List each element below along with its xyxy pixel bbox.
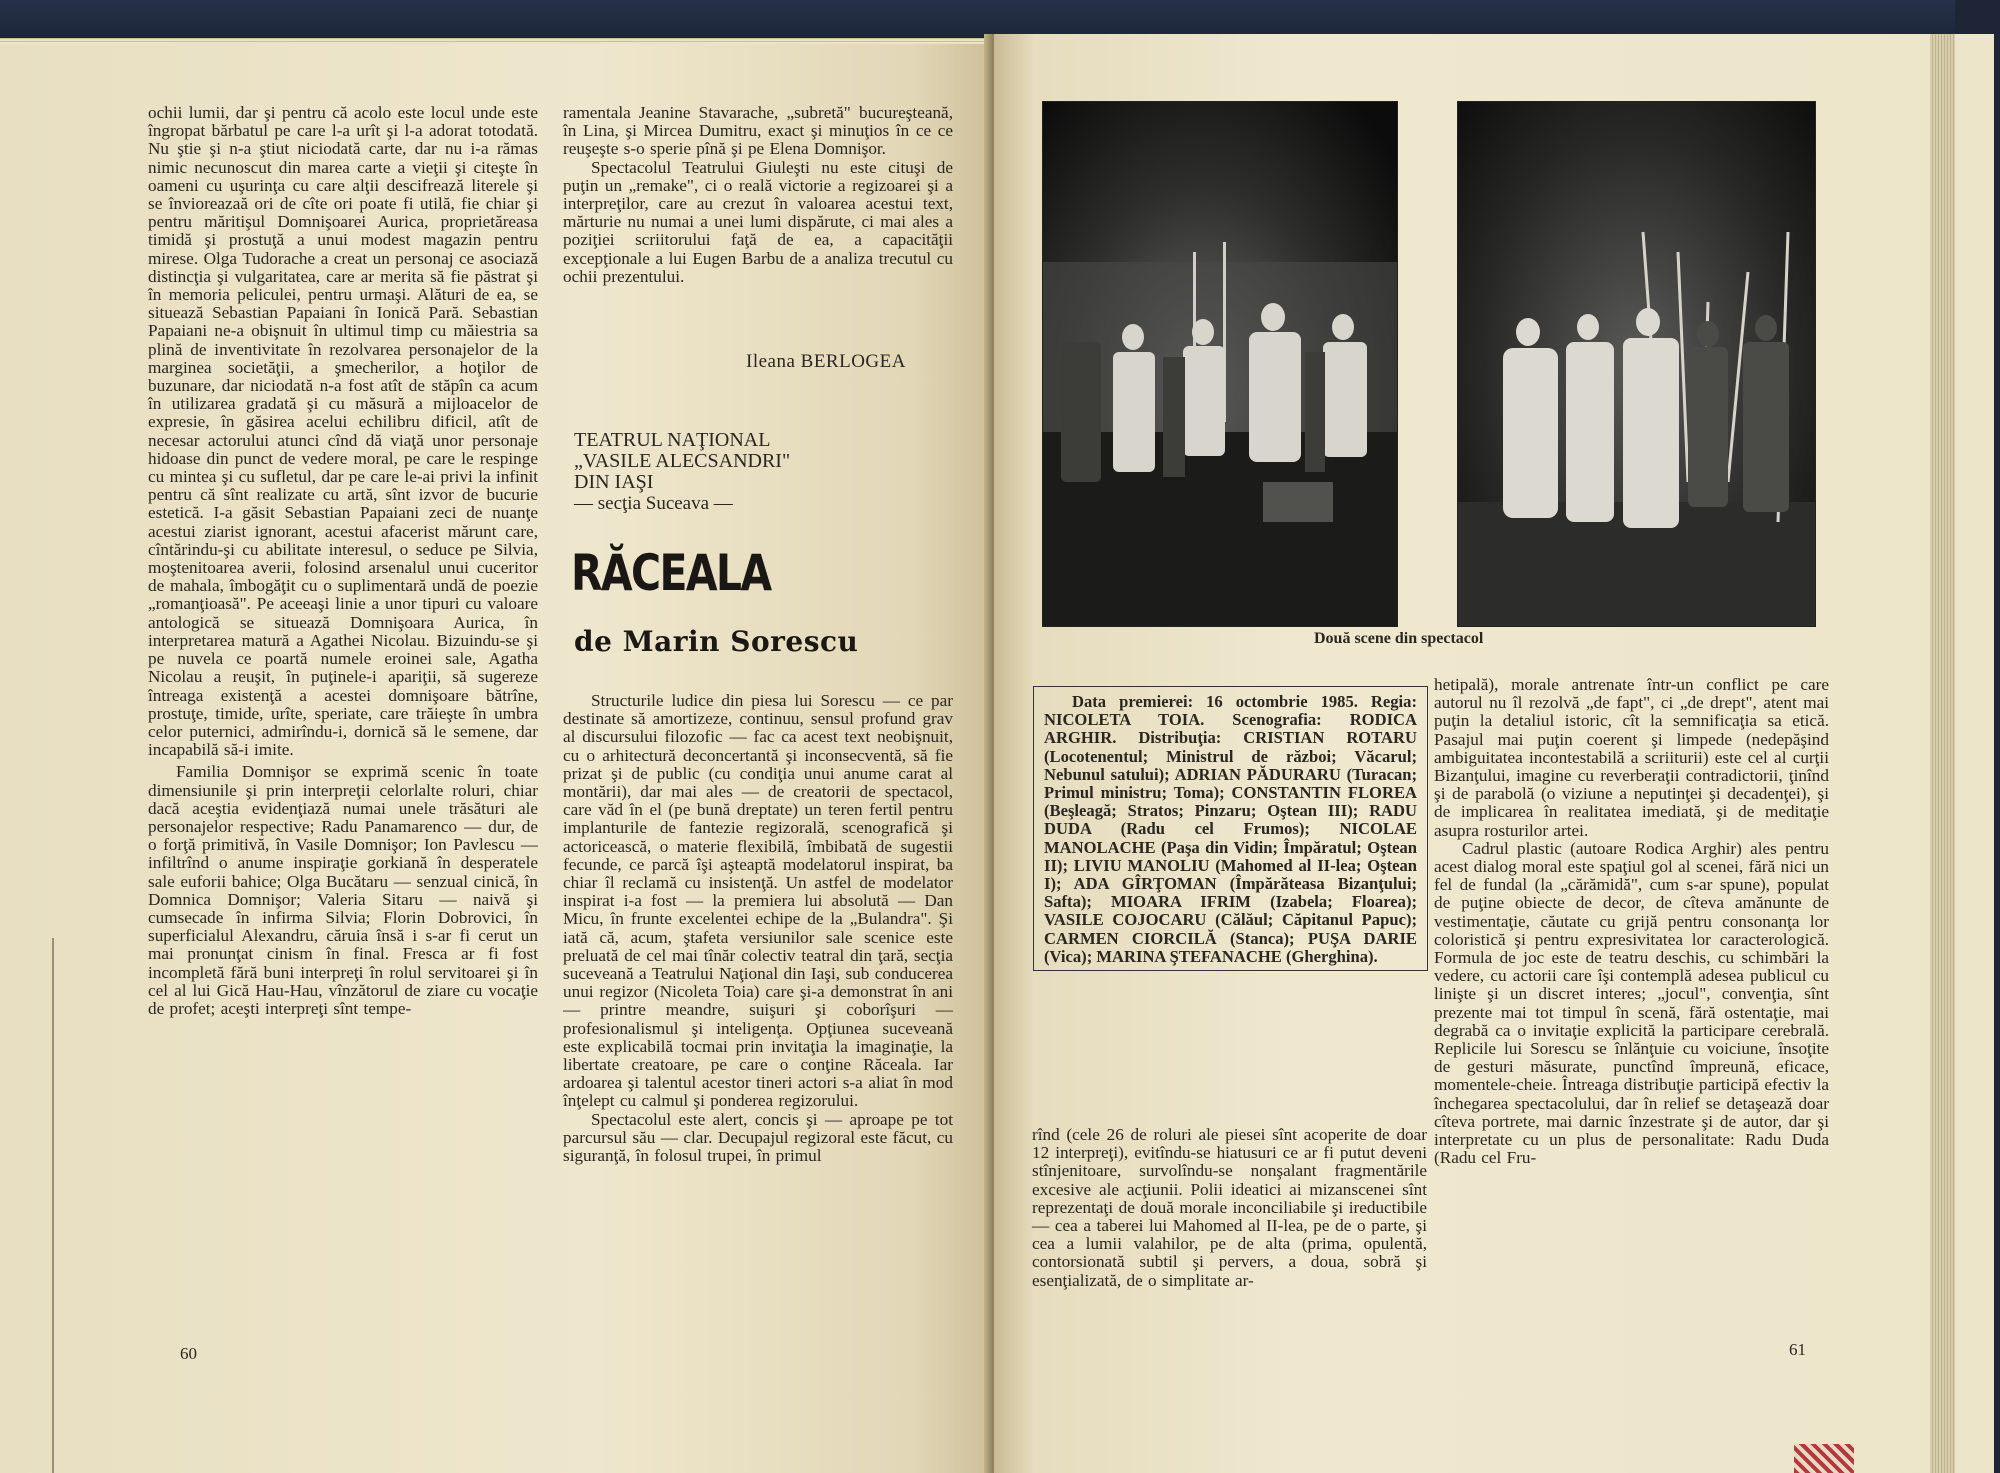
page-number-left: 60 — [180, 1344, 197, 1363]
paragraph: ramentala Jeanine Stavarache, „subretă" bucureşteană, în Lina, şi Mircea Dumitru, exact şi minuţios în ce ce reuşeşte s-o sperie pînă şi pe Elena Domnişor. — [563, 103, 953, 159]
page-margin-rule — [52, 938, 54, 1473]
credits-box — [1033, 686, 1428, 971]
scene-photo-right-image — [1458, 102, 1815, 626]
right-column-1-bottom — [1032, 1126, 1427, 1290]
theatre-heading — [574, 430, 790, 514]
paragraph: rînd (cele 26 de roluri ale piesei sînt acoperite de doar 12 interpreţi), evitîndu-se hiatusuri ce ar fi putut deveni stînjenitoare, survolîndu-se nonşalant fragmentările excesive ale acţiunii. Polii ideatici ai mizanscenei sînt reprezentaţi de două morale inconciliabile şi ireductibile — cea a taberei lui Mahomed al II-lea, pe de o parte, şi cea a lumii valahilor, pe de alta (prima, opulentă, contorsionată subtil şi pervers, a doua, sobră şi esenţializată, de o simplitate ar- — [1032, 1125, 1427, 1290]
paragraph: ochii lumii, dar şi pentru că acolo este locul unde este îngropat bărbatul pe care l-a urît şi l-a adorat totodată. Nu ştie şi n-a ştiut niciodată carte, dar nu i-a rămas nimic necunoscut din marea carte a vieţii şi citeşte în oameni cu uşurinţa cu care alţii descifrează literele şi se învioreazaă ori de cîte ori poate fi utilă, fie chiar şi pentru măritişul Domnişoarei Aurica, proprietăreasa timidă şi prostuţă a unui modest magazin pentru mirese. Olga Tudorache a creat un personaj ce asociază distincţia şi vulgaritatea, care ar merita să fie păstrat şi în memoria peliculei, pentru urmaşi. Alături de ea, se situează Sebastian Papaiani în Ionică Pară. Sebastian Papaiani ne-a obişnuit în ultimul timp cu măiestria sa plină de inventivitate în rezolvarea personajelor de la marginea societăţii, a şmecherilor, a hoţilor de buzunare, dar niciodată n-a fost atît de stăpîn ca acum în utilizarea gradată şi cu măsură a mijloacelor de expresie, în găsirea acelui echilibru dificil, atît de necesar actorului atunci cînd dă viaţă unor personaje hidoase din punct de vedere moral, pe care le respinge cu mintea şi cu sufletul, dar pe care le-ai privi la infinit pentru că sînt realizate cu artă, sînt izvor de bucurie estetică. I-a găsit Sebastian Papaiani zeci de nuanţe acestui ziarist ignorant, acestui afacerist mărunt care, cîntărindu-şi cu abilitate interesul, o seduce pe Silvia, moştenitoarea averii, folosind arsenalul unui cuceritor de mahala, îmbogăţit cu o suplimentară undă de poezie „romanţioasă". Pe aceeaşi linie a unor tipuri cu valoare antologică se situează Domnişoara Aurica, în interpretarea matură a Agathei Nicolau. Bizuindu-se şi pe nuvela ce poartă numele eroinei sale, Agatha Nicolau a reuşit, în puţinele-i apariţii, să sugereze întreaga existenţă a acestei domnişoare bătrîne, prostuţe, timide, urîte, speriate, care trăieşte în umbra celor puternici, admirîndu-i, dornică să le semene, dar incapabilă să-i imite. — [148, 103, 538, 760]
paragraph: Cadrul plastic (autoare Rodica Arghir) ales pentru acest dialog moral este spaţiul gol al scenei, fără nici un fel de fundal (la „cărămidă", cum s-ar spune), populat de puţine obiecte de decor, de cîteva amănunte de vestimentaţie, căutate cu grijă pentru consonanţa lor coloristică şi pentru expresivitatea lor caracterologică. Formula de joc este de teatru deschis, cu schimbări la vedere, cu actorii care îşi contemplă adesea publicul cu linişte şi un discret interes; „jocul", convenţia, sînt prezente mai tot timpul în scenă, fără ostentaţie, mai degrabă ca o invitaţie explicită la participare cerebrală. Replicile lui Sorescu se înlănţuie cu voiciune, însoţite de gesturi măsurate, punctînd împreună, eficace, momentele-cheie. Întreaga distribuţie participă efectiv la închegarea spectacolului, dar în relief se detaşează doar cîteva portrete, mai darnic înzestrate şi de autor, dar şi interpretate cu un plus de personalitate: Radu Duda (Radu cel Fru- — [1434, 838, 1829, 1168]
bookmark-ribbon — [1794, 1444, 1854, 1473]
play-author: de Marin Sorescu — [574, 625, 859, 658]
theatre-city: DIN IAŞI — [574, 471, 654, 493]
play-title: RĂCEALA — [571, 544, 771, 602]
paragraph: Familia Domnişor se exprimă scenic în toate dimensiunile şi prin interpreţii celorlalte roluri, chiar dacă aceştia evidenţiază numai unele trăsături ale personajelor respective; Radu Panamarenco — dur, de o forţă primitivă, în Vasile Domnişor; Ion Pavlescu — infiltrînd o anume inspiraţie gorkiană în desperatele sale euforii bahice; Olga Bucătaru — senzual cinică, în Domnica Domnişor; Valeria Sitaru — naivă şi cumsecade în infirma Silvia; Florin Dobrovici, în superficialul Alexandru, căruia însă i s-ar fi cerut un mai pronunţat cinism în final. Fresca ar fi fost incompletă fără buni interpreţi în rolul servitoarei şi în cel al lui Gică Hau-Hau, vînzătorul de ziare cu vocaţie de profet; aceşti interpreţi sînt tempe- — [148, 762, 538, 1018]
theatre-section: — secţia Suceava — — [574, 493, 733, 514]
photo-caption: Două scene din spectacol — [1314, 630, 1484, 647]
scene-photo-left — [1042, 101, 1398, 627]
page-edge-lines — [0, 38, 992, 44]
paragraph: Spectacolul Teatrului Giuleşti nu este cituşi de puţin un „remake", ci o reală victorie a regizoarei şi a interpreţilor, care au crezut în valoarea acestui text, mărturie nu numai a unei lumi dispărute, ci mai ales a poziţiei scriitorului faţă de ea, a capacităţii excepţionale a lui Eugen Barbu de a analiza trecutul cu ochii prezentului. — [563, 157, 953, 286]
author-signature: Ileana BERLOGEA — [746, 351, 906, 372]
theatre-name-2: „VASILE ALECSANDRI" — [574, 450, 791, 472]
page-stack-edge — [1930, 34, 1955, 1473]
credits-text: Data premierei: 16 octombrie 1985. Regia: NICOLETA TOIA. Scenografia: RODICA ARGHIR. Distribuţia: CRISTIAN ROTARU (Locotenentul; Ministrul de război; Văcarul; Nebunul satului); ADRIAN PĂDURARU (Turacan; Primul ministru; Toma); CONSTANTIN FLOREA (Beşleagă; Stratos; Pinzaru; Oştean III); RADU DUDA (Radu cel Frumos); NICOLAE MANOLACHE (Paşa din Vidin; Împăratul; Oştean II); LIVIU MANOLIU (Mahomed al II-lea; Oştean I); ADA GÎRŢOMAN (Împărăteasa Bizanţului; Safta); MIOARA IFRIM (Izabela; Floarea); VASILE COJOCARU (Călăul; Căpitanul Papuc); CARMEN CIORCILĂ (Stanca); PUŞA DARIE (Vica); MARINA ŞTEFANACHE (Gherghina). — [1044, 692, 1417, 966]
left-column-1 — [148, 104, 538, 1018]
page-number-right: 61 — [1789, 1340, 1806, 1359]
paragraph: hetipală), morale antrenate într-un conflict pe care autorul nu îl rezolvă „de fapt", ci „de drept", atent mai puţin la detaliul istoric, cît la semnificaţia sa etică. Pasajul mai puţin coerent şi limpede (nedepăşind ambiguitatea incontestabilă a scriiturii) este cel al curţii Bizanţului, imagine cu reverberaţii contradictorii, ţinînd şi de parabolă (o viziune a neputinţei şi decadenţei), şi de implicarea în realitatea imediată, şi de meditaţie asupra rosturilor artei. — [1434, 675, 1829, 840]
left-column-2-body — [563, 692, 953, 1165]
left-column-2-top — [563, 104, 953, 286]
scene-photo-left-image — [1043, 102, 1397, 626]
right-page — [994, 34, 1994, 1473]
theatre-name: TEATRUL NAŢIONAL — [574, 429, 771, 451]
paragraph: Spectacolul este alert, concis şi — aproape pe tot parcursul său — clar. Decupajul regizoral este făcut, cu siguranţă, în folosul trupei, în primul — [563, 1109, 953, 1166]
paragraph: Structurile ludice din piesa lui Sorescu — ce par destinate să amortizeze, continuu, sensul profund grav al discursului filozofic — fac ca acest text neobişnuit, cu o arhitectură deconcertantă şi inconsecventă, să fie prizat şi de public (cu condiţia unui anume carat al montării), dar mai ales — de creatorii de spectacol, care văd în el (pe bună dreptate) un teren fertil pentru implanturile de fantezie regizorală, scenografică şi actoricească, o materie flexibilă, îmbibată de sugestii fecunde, ce parcă îşi aşteaptă modelatorul inspirat, ba chiar îl reclamă cu insistenţă. Un astfel de modelator inspirat i-a fost — la premiera lui absolută — Dan Micu, în frunte excelentei echipe de la „Bulandra". Şi iată că, acum, ştafeta versiunilor sale scenice este preluată de cel mai tînăr colectiv teatral din ţară, secţia suceveană a Teatrului Naţional din Iaşi, sub conducerea unui regizor (Nicoleta Toia) care şi-a demonstrat în ani — printre meandre, suişuri şi coborîşuri — profesionalismul şi inteligenţa. Opţiunea suceveană este explicabilă tocmai prin invitaţia la imaginaţie, la libertate creatoare, pe care o conţine Răceala. Iar ardoarea şi talentul acestor tineri actori s-a aliat în mod înţelept cu calmul şi ponderea regizorului. — [563, 691, 953, 1111]
scene-photo-right — [1457, 101, 1816, 627]
right-column-2 — [1434, 676, 1829, 1167]
left-page — [0, 38, 992, 1473]
